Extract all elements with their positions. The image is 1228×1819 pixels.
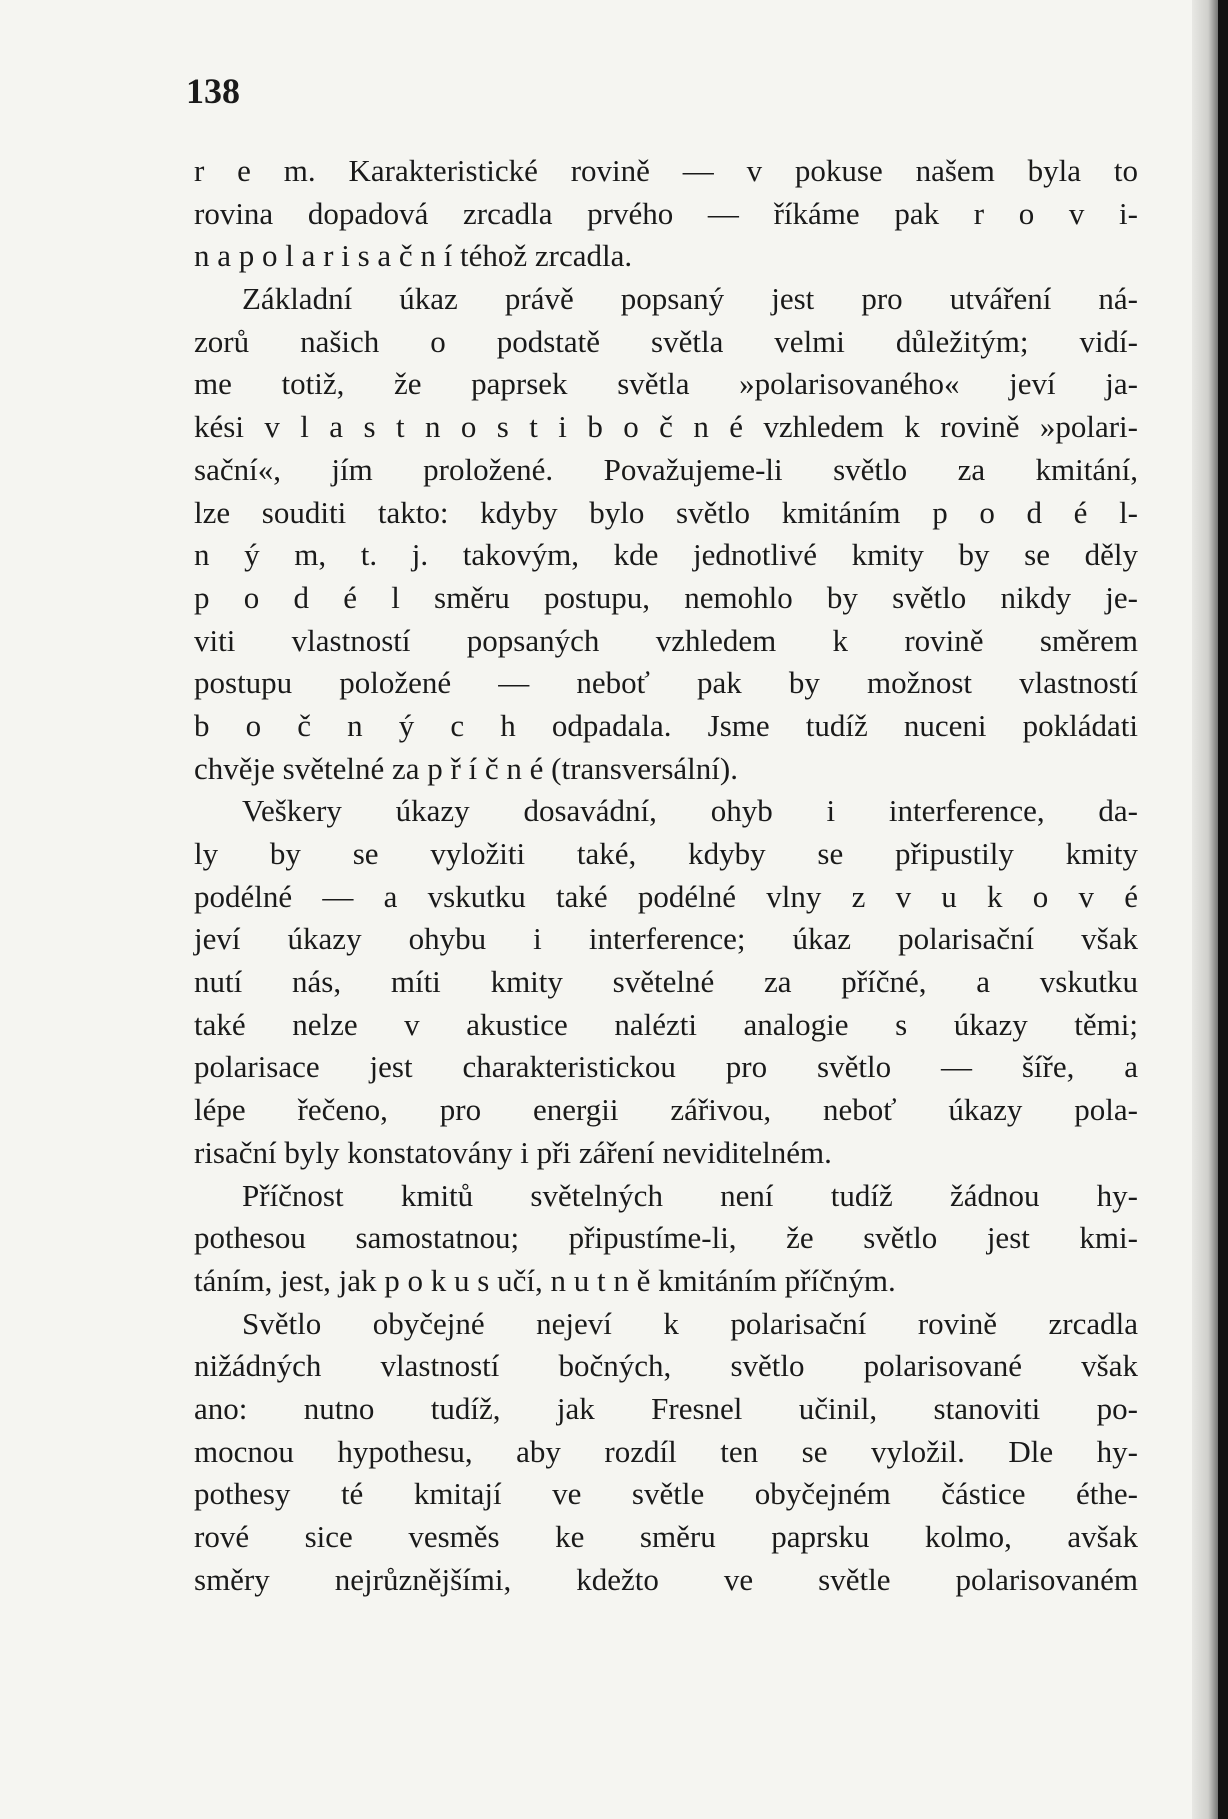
page-edge-dark-strip (1218, 0, 1228, 1819)
text-line: n a p o l a r i s a č n í téhož zrcadla. (194, 238, 633, 274)
text-line: b o č n ý c h odpadala. Jsme tudíž nuceni pokládati (194, 707, 1138, 743)
text-line: pothesou samostatnou; připustíme-li, že světlo jest kmi- (194, 1220, 1138, 1256)
text-line: viti vlastností popsaných vzhledem k rovině směrem (194, 622, 1138, 658)
text-line: pothesy té kmitají ve světle obyčejném částice éthe- (194, 1476, 1138, 1512)
text-line: také nelze v akustice nalézti analogie s úkazy těmi; (194, 1006, 1138, 1042)
text-line: jeví úkazy ohybu i interference; úkaz polarisační však (194, 921, 1138, 957)
text-line: lépe řečeno, pro energii zářivou, neboť úkazy pola- (194, 1092, 1138, 1128)
text-line: n ý m, t. j. takovým, kde jednotlivé kmity by se děly (194, 537, 1138, 573)
text-line: rovina dopadová zrcadla prvého — říkáme pak r o v i- (194, 195, 1138, 231)
text-line: ano: nutno tudíž, jak Fresnel učinil, stanoviti po- (194, 1390, 1138, 1426)
text-line: směry nejrůznějšími, kdežto ve světle polarisovaném (194, 1561, 1138, 1597)
text-line: rové sice vesměs ke směru paprsku kolmo, avšak (194, 1519, 1138, 1554)
text-line: p o d é l směru postupu, nemohlo by světlo nikdy je- (194, 579, 1138, 615)
text-line: Světlo obyčejné nejeví k polarisační rovině zrcadla (242, 1305, 1138, 1341)
text-line: polarisace jest charakteristickou pro světlo — šíře, a (194, 1049, 1138, 1085)
text-line: Veškery úkazy dosavádní, ohyb i interference, da- (242, 793, 1138, 829)
text-line: zorů našich o podstatě světla velmi důležitým; vidí- (194, 323, 1138, 359)
body-text (194, 150, 1138, 1601)
text-line: podélné — a vskutku také podélné vlny z v u k o v é (194, 878, 1138, 914)
page-number: 138 (186, 71, 240, 111)
text-line: sační«, jím proložené. Považujeme-li světlo za kmitání, (194, 451, 1138, 487)
text-line: r e m. Karakteristické rovině — v pokuse našem byla to (194, 153, 1138, 188)
text-line: táním, jest, jak p o k u s učí, n u t n ě kmitáním příčným. (194, 1262, 896, 1298)
text-line: Příčnost kmitů světelných není tudíž žádnou hy- (242, 1177, 1138, 1213)
text-line: ly by se vyložiti také, kdyby se připustily kmity (194, 836, 1138, 871)
text-line: lze souditi takto: kdyby bylo světlo kmitáním p o d é l- (194, 494, 1138, 530)
text-line: postupu položené — neboť pak by možnost vlastností (194, 665, 1138, 701)
text-line: nutí nás, míti kmity světelné za příčné, a vskutku (194, 964, 1138, 1000)
text-line: me totiž, že paprsek světla »polarisovaného« jeví ja- (194, 366, 1138, 402)
text-line: mocnou hypothesu, aby rozdíl ten se vyložil. Dle hy- (194, 1433, 1138, 1469)
text-line: risační byly konstatovány i při záření neviditelném. (194, 1134, 832, 1170)
text-line: Základní úkaz právě popsaný jest pro utváření ná- (242, 281, 1138, 317)
text-line: nižádných vlastností bočných, světlo polarisované však (194, 1348, 1138, 1384)
text-line: kési v l a s t n o s t i b o č n é vzhledem k rovině »polari- (194, 409, 1138, 445)
text-line: chvěje světelné za p ř í č n é (transversální). (194, 750, 738, 786)
